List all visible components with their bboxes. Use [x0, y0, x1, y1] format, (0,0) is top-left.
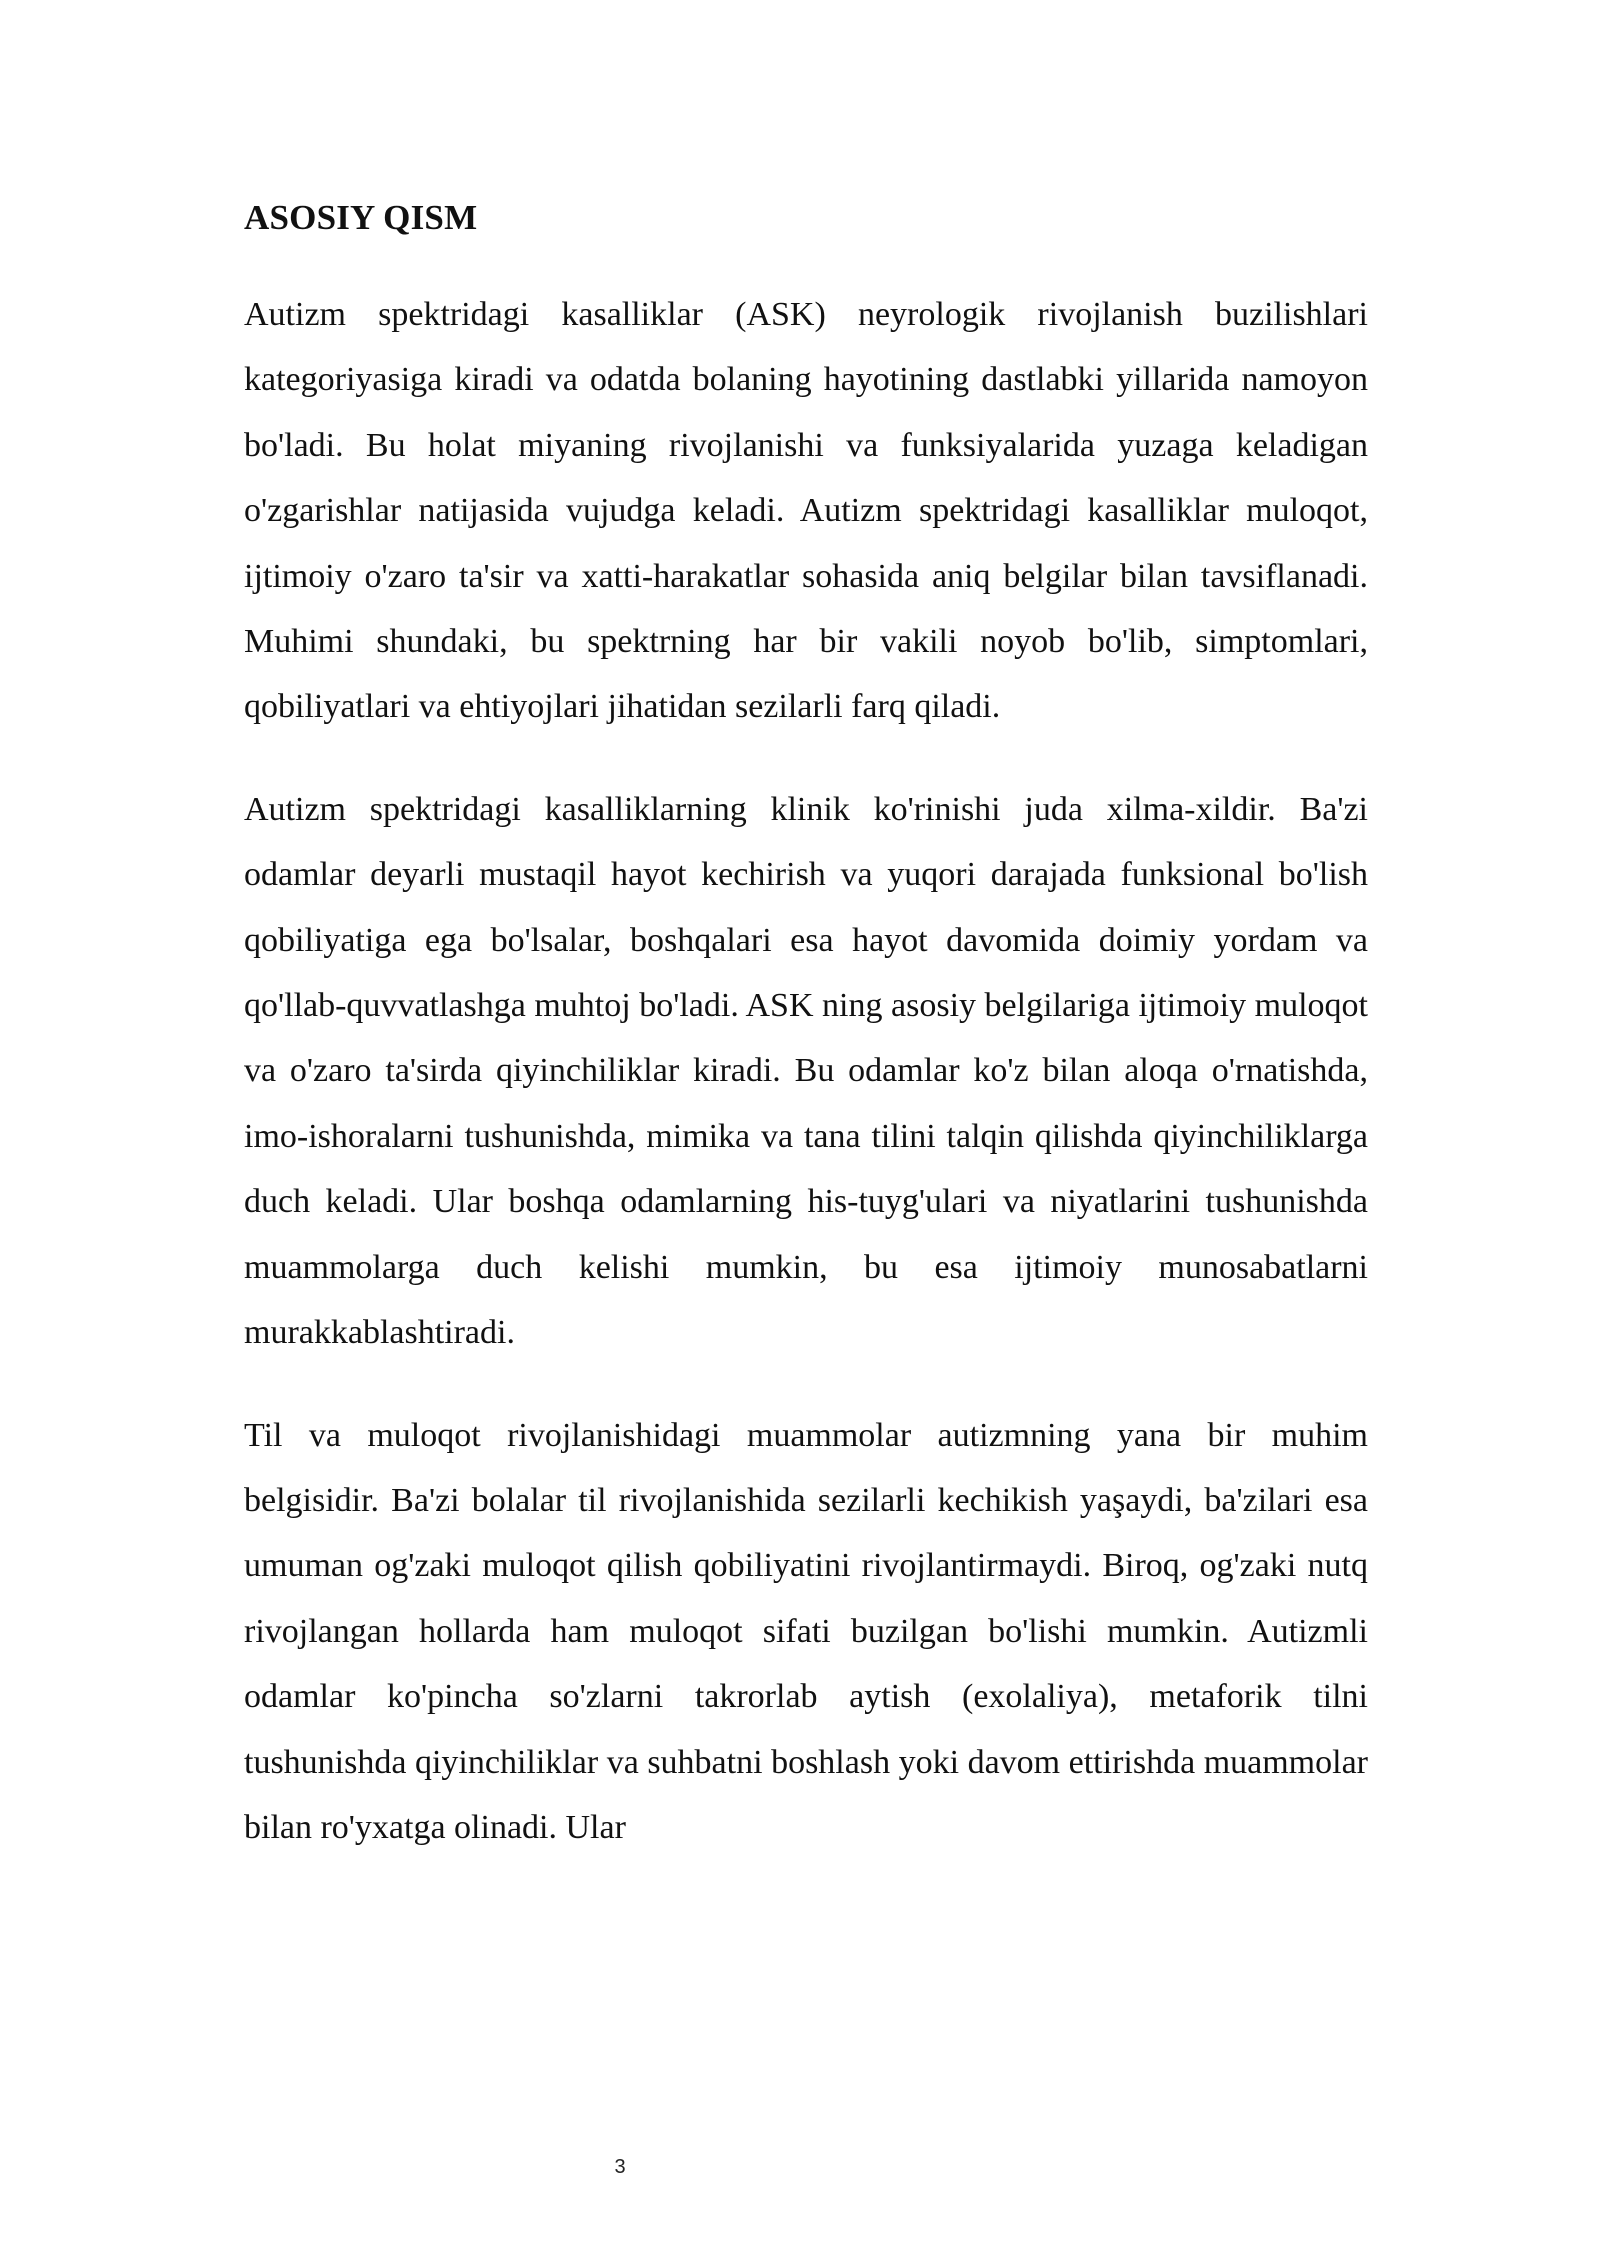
- paragraph-2: Autizm spektridagi kasalliklarning klinik ko'rinishi juda xilma-xildir. Ba'zi odamlar deyarli mustaqil hayot kechirish va yuqori darajada funksional bo'lish qobiliyatiga ega bo'lsalar, boshqalari esa hayot davomida doimiy yordam va qo'llab-quvvatlashga muhtoj bo'ladi. ASK ning asosiy belgilariga ijtimoiy muloqot va o'zaro ta'sirda qiyinchiliklar kiradi. Bu odamlar ko'z bilan aloqa o'rnatishda, imo-ishoralarni tushunishda, mimika va tana tilini talqin qilishda qiyinchiliklarga duch keladi. Ular boshqa odamlarning his-tuyg'ulari va niyatlarini tushunishda muammolarga duch kelishi mumkin, bu esa ijtimoiy munosabatlarni murakkablashtiradi.: [244, 790, 1368, 1352]
- page-number: 3: [614, 2156, 626, 2178]
- page-content: [244, 190, 1368, 1897]
- paragraph-1: Autizm spektridagi kasalliklar (ASK) neyrologik rivojlanish buzilishlari kategoriyasiga kiradi va odatda bolaning hayotining dastlabki yillarida namoyon bo'ladi. Bu holat miyaning rivojlanishi va funksiyalarida yuzaga keladigan o'zgarishlar natijasida vujudga keladi. Autizm spektridagi kasalliklar muloqot, ijtimoiy o'zaro ta'sir va xatti-harakatlar sohasida aniq belgilar bilan tavsiflanadi. Muhimi shundaki, bu spektrning har bir vakili noyob bo'lib, simptomlari, qobiliyatlari va ehtiyojlari jihatidan sezilarli farq qiladi.: [244, 296, 1368, 726]
- section-heading: ASOSIY QISM: [244, 198, 478, 237]
- paragraph-3: Til va muloqot rivojlanishidagi muammolar autizmning yana bir muhim belgisidir. Ba'zi bolalar til rivojlanishida sezilarli kechikish yaşaydi, ba'zilari esa umuman og'zaki muloqot qilish qobiliyatini rivojlantirmaydi. Biroq, og'zaki nutq rivojlangan hollarda ham muloqot sifati buzilgan bo'lishi mumkin. Autizmli odamlar ko'pincha so'zlarni takrorlab aytish (exolaliya), metaforik tilni tushunishda qiyinchiliklar va suhbatni boshlash yoki davom ettirishda muammolar bilan ro'yxatga olinadi. Ular: [244, 1416, 1368, 1846]
